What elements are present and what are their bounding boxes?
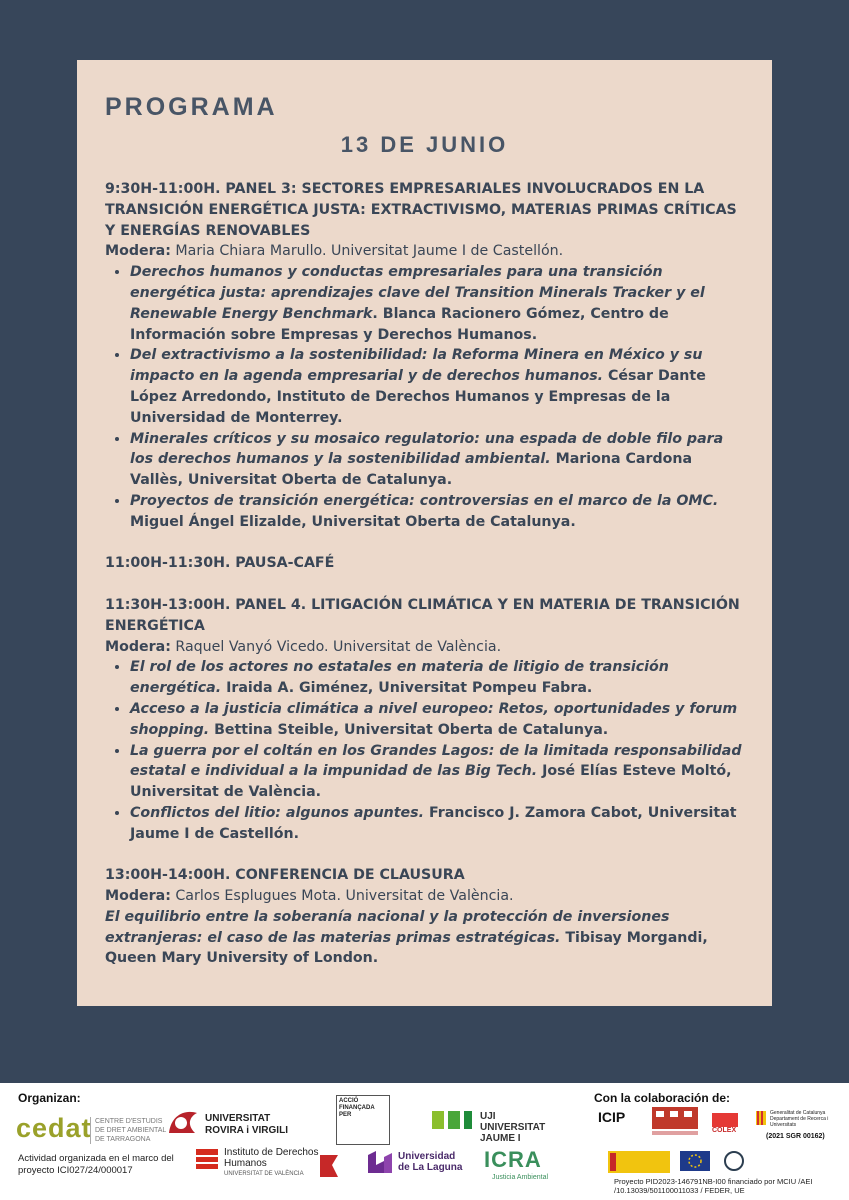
eu-flag-icon bbox=[608, 1149, 768, 1175]
accio-logo: ACCIÓ FINANÇADA PER bbox=[336, 1095, 390, 1145]
organizan-label: Organizan: bbox=[18, 1091, 81, 1105]
colaboracion-label: Con la colaboración de: bbox=[594, 1091, 731, 1105]
page-title: PROGRAMA bbox=[105, 93, 278, 121]
gencat-logo: Generalitat de Catalunya Departament de Recerca i Universitats (2021 SGR 00162) bbox=[756, 1111, 766, 1130]
idh-logo: Instituto de Derechos Humanos UNIVERSITAT DE VALÈNCIA bbox=[196, 1149, 218, 1174]
footer bbox=[0, 1083, 849, 1200]
panel-3-moderator: Modera: Maria Chiara Marullo. Universitat Jaume I de Castellón. bbox=[105, 243, 564, 260]
ull-mark-icon bbox=[368, 1151, 392, 1173]
activity-note: Actividad organizada en el marco del proyecto ICI027/24/000017 bbox=[18, 1153, 174, 1176]
icra-logo: ICRA Justicia Ambiental bbox=[484, 1147, 549, 1181]
list-item: • Del extractivismo a la sostenibilidad: la Reforma Minera en México y su impacto en la agenda empresarial y de derechos humanos. César Dante López Arredondo, Instituto de Derechos Humanos y Empresas de la Universidad de Monterrey. bbox=[130, 345, 744, 428]
icip-logo: ICIP bbox=[598, 1109, 626, 1125]
ull-logo: Universidad de La Laguna bbox=[368, 1151, 392, 1178]
project-note: Proyecto PID2023-146791NB-I00 financiado por MCIU /AEI /10.13039/501100011033 / FEDER, UE bbox=[614, 1177, 813, 1195]
program-card bbox=[77, 60, 772, 1006]
clausura-moderator: Modera: Carlos Esplugues Mota. Universitat de València. bbox=[105, 888, 514, 905]
urv-emblem-icon bbox=[165, 1107, 201, 1139]
panel-4-talks bbox=[105, 657, 744, 844]
list-item: • Proyectos de transición energética: controversias en el marco de la OMC. Miguel Ángel Elizalde, Universitat Oberta de Catalunya. bbox=[130, 491, 744, 533]
panel-3-section bbox=[105, 179, 744, 969]
clausura-heading: 13:00H-14:00H. CONFERENCIA DE CLAUSURA bbox=[105, 867, 465, 884]
pausa-cafe: 11:00H-11:30H. PAUSA-CAFÉ bbox=[105, 555, 335, 572]
panel-4-heading: 11:30H-13:00H. PANEL 4. LITIGACIÓN CLIMÁTICA Y EN MATERIA DE TRANSICIÓN ENERGÉTICA bbox=[105, 596, 740, 634]
date-heading: 13 DE JUNIO bbox=[340, 132, 509, 157]
panel-3-heading: 9:30H-11:00H. PANEL 3: SECTORES EMPRESARIALES INVOLUCRADOS EN LA TRANSICIÓN ENERGÉTICA JUSTA: EXTRACTIVISMO, MATERIAS PRIMAS CRÍTICAS Y ENERGÍAS RENOVABLES bbox=[105, 181, 737, 239]
list-item: • Derechos humanos y conductas empresariales para una transición energética justa: aprendizajes clave del Transition Minerals Tracker y el Renewable Energy Benchmark. Blanca Racionero Gómez, Centro de Información sobre Empresas y Derechos Humanos. bbox=[130, 262, 744, 345]
panel-4-moderator: Modera: Raquel Vanyó Vicedo. Universitat de València. bbox=[105, 638, 502, 655]
list-item: • Minerales críticos y su mosaico regulatorio: una espada de doble filo para los derechos humanos y la sostenibilidad ambiental. Mariona Cardona Vallès, Universitat Oberta de Catalunya. bbox=[130, 429, 744, 491]
gencat-stripes-icon bbox=[756, 1111, 766, 1125]
uji-logo: UJI UNIVERSITAT JAUME I bbox=[432, 1109, 476, 1136]
research-group-logo bbox=[652, 1107, 698, 1142]
list-item: • Conflictos del litio: algunos apuntes. Francisco J. Zamora Cabot, Universitat Jaume I de Castellón. bbox=[130, 803, 744, 845]
colex-logo: COLEX bbox=[712, 1113, 738, 1132]
list-item: • El rol de los actores no estatales en materia de litigio de transición energética. Iraida A. Giménez, Universitat Pompeu Fabra. bbox=[130, 657, 744, 699]
list-item: • La guerra por el coltán en los Grandes Lagos: de la limitada responsabilidad estatal e individual a la impunidad de las Big Tech. José Elías Esteve Moltó, Universitat de València. bbox=[130, 741, 744, 803]
panel-3-talks bbox=[105, 262, 744, 532]
list-item: • Acceso a la justicia climática a nivel europeo: Retos, oportunidades y forum shopping. Bettina Steible, Universitat Oberta de Catalunya. bbox=[130, 699, 744, 741]
urv-logo: UNIVERSITAT ROVIRA i VIRGILI bbox=[165, 1107, 201, 1144]
idh-mark-icon bbox=[196, 1149, 218, 1169]
cedat-logo: cedat CENTRE D'ESTUDIS DE DRET AMBIENTAL DE TARRAGONA bbox=[16, 1113, 167, 1143]
anniversary-icon bbox=[318, 1151, 340, 1186]
clausura-talk: El equilibrio entre la soberanía nacional y la protección de inversiones extranjeras: el caso de las materias primas estratégicas. Tibisay Morgandi, Queen Mary University of London. bbox=[105, 908, 708, 967]
uji-mark-icon bbox=[432, 1109, 476, 1131]
funding-logos bbox=[608, 1149, 768, 1175]
